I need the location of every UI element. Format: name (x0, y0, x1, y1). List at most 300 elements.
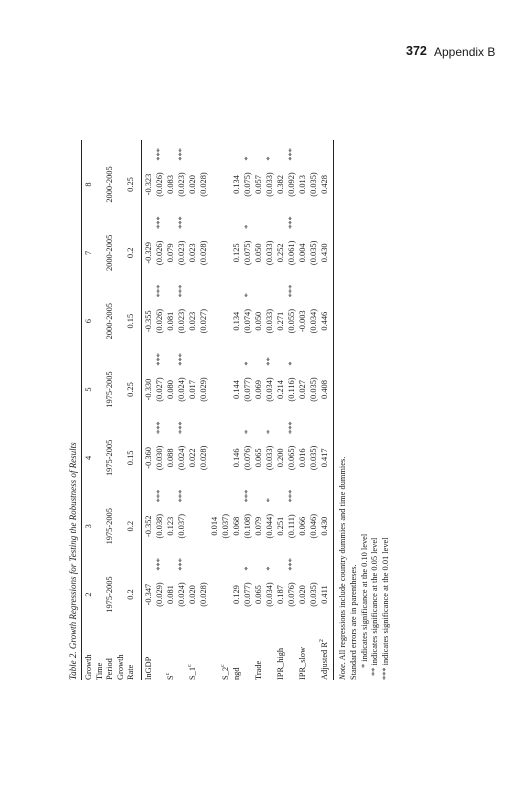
significance-stars (308, 277, 319, 298)
page-number: 372 (406, 44, 427, 58)
header-cell: 0.25 (126, 382, 135, 397)
coefficient-cell: 0.214 (275, 380, 285, 399)
significance-stars (143, 550, 154, 571)
significance-stars (308, 482, 319, 503)
coefficient-cell: (0.038) (154, 514, 164, 539)
significance-stars (143, 413, 154, 434)
coefficient-cell: 0.066 (297, 516, 307, 536)
coefficient-cell: 0.200 (275, 448, 285, 468)
significance-stars (275, 140, 286, 161)
table-row (308, 140, 319, 680)
row-label (198, 618, 209, 680)
header-spacer (95, 140, 106, 161)
coefficient-cell (220, 366, 231, 414)
header-cell: 0.2 (126, 247, 135, 259)
coefficient-cell: (0.024) (176, 377, 186, 402)
coefficient-cell: 0.020 (187, 585, 197, 604)
coefficient-cell: 0.408 (319, 380, 329, 399)
row-label-text: Trade (253, 660, 263, 680)
significance-stars (231, 345, 242, 366)
significance-stars (231, 413, 242, 434)
significance-stars (187, 345, 198, 366)
header-cell: 2000-2005 (105, 166, 114, 203)
header-spacer (105, 140, 116, 161)
header-spacer (105, 277, 116, 298)
significance-stars: * (264, 429, 274, 434)
row-label-superscript: c (186, 664, 193, 667)
significance-stars (297, 140, 308, 161)
significance-stars (220, 140, 231, 161)
significance-stars (143, 140, 154, 161)
coefficient-cell: 0.187 (275, 585, 285, 604)
significance-stars (165, 277, 176, 298)
significance-stars (143, 277, 154, 298)
coefficient-cell (187, 502, 198, 550)
significance-stars: *** (286, 284, 296, 298)
coefficient-cell: 0.125 (231, 243, 241, 263)
table-header-row (126, 140, 137, 680)
coefficient-cell: (0.027) (154, 377, 164, 402)
coefficient-cell (220, 161, 231, 209)
significance-stars (253, 550, 264, 571)
significance-stars (264, 208, 275, 229)
table-top-rule (81, 140, 82, 680)
significance-stars: *** (286, 216, 296, 229)
row-label-text: S_1 (187, 666, 197, 680)
header-spacer (116, 413, 127, 434)
coefficient-cell: -0.330 (143, 378, 153, 401)
row-label-text: lnGDP (143, 656, 153, 680)
significance-stars: *** (286, 148, 296, 161)
row-label-text: S (165, 675, 175, 680)
coefficient-cell: (0.075) (242, 172, 252, 197)
coefficient-cell: (0.023) (176, 308, 186, 334)
significance-stars (297, 413, 308, 434)
significance-stars: *** (176, 284, 186, 298)
header-cell: 2 (84, 592, 93, 597)
significance-stars: * (264, 498, 274, 503)
coefficient-cell: 0.016 (297, 448, 307, 468)
coefficient-cell: 0.079 (165, 243, 175, 263)
significance-stars (220, 208, 231, 229)
header-spacer (126, 345, 137, 366)
significance-stars (275, 550, 286, 571)
significance-stars (187, 277, 198, 298)
significance-stars (319, 413, 330, 434)
significance-stars: * (242, 293, 252, 298)
coefficient-cell: 0.083 (165, 175, 175, 194)
header-cell: 2000-2005 (105, 234, 114, 271)
significance-stars: ** (264, 357, 274, 366)
coefficient-cell: (0.037) (220, 514, 230, 539)
header-cell: 0.15 (126, 450, 135, 466)
coefficient-cell: (0.077) (242, 582, 252, 607)
coefficient-cell: (0.035) (308, 240, 318, 266)
header-spacer (95, 550, 106, 571)
header-spacer (95, 413, 106, 434)
coefficient-cell (198, 502, 209, 550)
row-label (154, 618, 165, 680)
header-spacer (116, 482, 127, 503)
coefficient-cell: 0.411 (319, 585, 329, 604)
coefficient-cell: 0.017 (187, 380, 197, 399)
coefficient-cell (209, 297, 220, 345)
header-cell (95, 366, 106, 414)
significance-stars (220, 413, 231, 434)
coefficient-cell: (0.037) (176, 514, 186, 539)
significance-stars: * (242, 156, 252, 161)
significance-stars (187, 482, 198, 503)
significance-stars (308, 413, 319, 434)
coefficient-cell: 0.134 (231, 175, 241, 194)
coefficient-cell: -0.003 (297, 310, 307, 333)
table-row (286, 140, 297, 680)
coefficient-cell: (0.030) (154, 445, 164, 471)
significance-stars (187, 550, 198, 571)
significance-stars (297, 482, 308, 503)
significance-stars (297, 345, 308, 366)
coefficient-cell: (0.028) (198, 445, 208, 471)
row-label (143, 618, 154, 680)
row-label (242, 618, 253, 680)
row-label-text: Adjusted R (319, 642, 329, 680)
table-row (319, 140, 330, 680)
significance-stars (319, 208, 330, 229)
header-cell (116, 229, 127, 277)
header-spacer (116, 277, 127, 298)
significance-stars (187, 413, 198, 434)
row-label-text: IPR_slow (297, 646, 307, 680)
row-label (231, 618, 242, 680)
significance-stars (220, 550, 231, 571)
note-line-5: *** indicates significance at the 0.01 level (381, 537, 391, 680)
significance-stars: *** (176, 353, 186, 366)
significance-stars: *** (154, 421, 164, 434)
header-cell: 0.15 (126, 313, 135, 329)
table-bottom-rule (333, 140, 334, 680)
header-cell: 0.2 (126, 520, 135, 532)
row-label (220, 618, 231, 680)
significance-stars (308, 345, 319, 366)
significance-stars (319, 345, 330, 366)
header-spacer (95, 345, 106, 366)
significance-stars (297, 550, 308, 571)
significance-stars (143, 208, 154, 229)
coefficient-cell: (0.033) (264, 445, 274, 471)
significance-stars (209, 208, 220, 229)
header-cell (116, 434, 127, 482)
header-spacer (105, 482, 116, 503)
coefficient-cell: (0.044) (264, 514, 274, 539)
significance-stars (319, 482, 330, 503)
significance-stars (253, 345, 264, 366)
note-line-3: * indicates significance at the 0.10 level (359, 533, 369, 668)
header-cell (95, 161, 106, 209)
coefficient-cell: (0.028) (198, 240, 208, 266)
coefficient-cell: (0.026) (154, 240, 164, 266)
coefficient-cell (220, 229, 231, 277)
row-label-text: ngd (231, 667, 241, 680)
header-cell: 1975-2005 (105, 508, 114, 545)
row-label (319, 618, 330, 680)
coefficient-cell: (0.028) (198, 172, 208, 197)
row-label (126, 618, 137, 680)
header-spacer (84, 482, 95, 503)
coefficient-cell: (0.029) (198, 377, 208, 402)
significance-stars (209, 550, 220, 571)
significance-stars (275, 482, 286, 503)
coefficient-cell: 0.251 (275, 516, 285, 536)
row-label (209, 618, 220, 680)
header-cell (95, 502, 106, 550)
significance-stars: *** (176, 216, 186, 229)
significance-stars: *** (176, 148, 186, 161)
table-header-row (105, 140, 116, 680)
header-spacer (126, 140, 137, 161)
header-spacer (116, 550, 127, 571)
header-cell: 8 (84, 182, 93, 187)
significance-stars (209, 482, 220, 503)
header-cell (116, 161, 127, 209)
coefficient-cell: (0.076) (242, 445, 252, 471)
coefficient-cell: (0.026) (154, 172, 164, 197)
coefficient-cell: 0.146 (231, 448, 241, 468)
header-cell: 1975-2005 (105, 576, 114, 613)
significance-stars: *** (242, 489, 252, 503)
significance-stars: * (242, 361, 252, 366)
significance-stars (165, 140, 176, 161)
page-header (0, 44, 531, 64)
significance-stars (165, 413, 176, 434)
row-label (275, 618, 286, 680)
coefficient-cell: (0.024) (176, 445, 186, 471)
significance-stars (187, 140, 198, 161)
table-row (143, 140, 154, 680)
coefficient-cell: 0.134 (231, 311, 241, 331)
significance-stars (253, 140, 264, 161)
row-label (286, 618, 297, 680)
coefficient-cell: 0.014 (209, 516, 219, 536)
significance-stars (198, 140, 209, 161)
significance-stars (198, 550, 209, 571)
table-row (242, 140, 253, 680)
significance-stars (165, 208, 176, 229)
significance-stars (198, 345, 209, 366)
coefficient-cell: 0.069 (253, 380, 263, 399)
coefficient-cell: 0.013 (297, 175, 307, 194)
row-label-text: Growth (115, 654, 125, 680)
significance-stars: *** (286, 558, 296, 571)
significance-stars (209, 277, 220, 298)
coefficient-cell: (0.055) (286, 308, 296, 334)
row-label (116, 618, 127, 680)
row-label-text: Period (105, 658, 114, 680)
significance-stars (231, 140, 242, 161)
coefficient-cell: (0.061) (286, 240, 296, 266)
coefficient-cell: 0.428 (319, 175, 329, 194)
row-label (308, 618, 319, 680)
coefficient-cell: 0.129 (231, 585, 241, 604)
header-spacer (95, 208, 106, 229)
coefficient-cell: 0.081 (165, 585, 175, 604)
significance-stars: *** (154, 353, 164, 366)
coefficient-cell: (0.023) (176, 172, 186, 197)
significance-stars (165, 550, 176, 571)
coefficient-cell: (0.034) (264, 582, 274, 607)
coefficient-cell: 0.252 (275, 243, 285, 263)
significance-stars (319, 140, 330, 161)
header-spacer (126, 413, 137, 434)
regression-table (84, 140, 330, 680)
coefficient-cell (209, 161, 220, 209)
table-row (253, 140, 264, 680)
header-cell: 5 (84, 387, 93, 392)
significance-stars (231, 277, 242, 298)
coefficient-cell: 0.079 (253, 516, 263, 536)
coefficient-cell: (0.024) (176, 582, 186, 607)
table-notes (338, 140, 392, 680)
coefficient-cell: 0.144 (231, 380, 241, 399)
coefficient-cell (209, 571, 220, 619)
coefficient-cell: 0.065 (253, 448, 263, 468)
coefficient-cell: 0.382 (275, 175, 285, 194)
significance-stars: * (264, 566, 274, 571)
header-spacer (126, 482, 137, 503)
coefficient-cell: 0.023 (187, 311, 197, 331)
coefficient-cell: (0.028) (198, 582, 208, 607)
significance-stars (319, 550, 330, 571)
significance-stars (297, 208, 308, 229)
header-spacer (84, 140, 95, 161)
significance-stars: * (242, 429, 252, 434)
header-cell (95, 229, 106, 277)
significance-stars (275, 345, 286, 366)
significance-stars (231, 550, 242, 571)
table-row (187, 140, 198, 680)
row-label (95, 618, 106, 680)
significance-stars (275, 277, 286, 298)
header-spacer (95, 482, 106, 503)
coefficient-cell: 0.057 (253, 175, 263, 194)
header-spacer (84, 345, 95, 366)
header-spacer (84, 413, 95, 434)
note-line-1 (338, 140, 349, 680)
table-row (176, 140, 187, 680)
significance-stars (297, 277, 308, 298)
coefficient-cell: -0.360 (143, 447, 153, 469)
coefficient-cell: (0.035) (308, 582, 318, 607)
coefficient-cell: 0.271 (275, 311, 285, 331)
significance-stars (165, 482, 176, 503)
significance-stars: * (264, 156, 274, 161)
header-cell (95, 297, 106, 345)
coefficient-cell: -0.347 (143, 583, 153, 606)
header-spacer (95, 277, 106, 298)
significance-stars (220, 277, 231, 298)
row-label-text: Rate (126, 664, 135, 680)
header-spacer (105, 413, 116, 434)
note-text: All regressions include country dummies and time dummies. (338, 456, 347, 663)
coefficient-cell: (0.108) (242, 514, 252, 539)
significance-stars (209, 140, 220, 161)
coefficient-cell: -0.355 (143, 310, 153, 333)
significance-stars: * (242, 566, 252, 571)
significance-stars (275, 413, 286, 434)
significance-stars: *** (176, 489, 186, 503)
significance-stars: *** (154, 148, 164, 161)
coefficient-cell: (0.046) (308, 514, 318, 539)
header-spacer (116, 140, 127, 161)
coefficient-cell: (0.023) (176, 240, 186, 266)
coefficient-cell: 0.446 (319, 311, 329, 331)
significance-stars (198, 413, 209, 434)
row-label (187, 618, 198, 680)
row-label-text: Growth (84, 654, 93, 680)
row-label-text: IPR_high (275, 647, 285, 680)
header-cell: 6 (84, 319, 93, 324)
header-spacer (105, 345, 116, 366)
coefficient-cell: 0.430 (319, 516, 329, 536)
header-cell: 0.25 (126, 177, 135, 192)
significance-stars (143, 345, 154, 366)
header-spacer (126, 208, 137, 229)
header-spacer (84, 550, 95, 571)
coefficient-cell: 0.023 (187, 243, 197, 263)
significance-stars (165, 345, 176, 366)
coefficient-cell: 0.417 (319, 448, 329, 468)
significance-stars (253, 482, 264, 503)
coefficient-cell (209, 366, 220, 414)
coefficient-cell: (0.026) (154, 308, 164, 334)
coefficient-cell: (0.111) (286, 514, 296, 539)
significance-stars (253, 277, 264, 298)
coefficient-cell: 0.020 (297, 585, 307, 604)
header-cell: 2000-2005 (105, 303, 114, 340)
coefficient-cell: 0.065 (253, 585, 263, 604)
significance-stars (209, 413, 220, 434)
coefficient-cell: (0.076) (286, 582, 296, 607)
coefficient-cell: 0.123 (165, 516, 175, 536)
header-spacer (126, 550, 137, 571)
header-spacer (84, 277, 95, 298)
header-spacer (105, 208, 116, 229)
coefficient-cell: 0.050 (253, 311, 263, 331)
header-cell (95, 434, 106, 482)
significance-stars (308, 140, 319, 161)
table-row (154, 140, 165, 680)
coefficient-cell: 0.022 (187, 448, 197, 468)
significance-stars: * (242, 224, 252, 229)
header-cell (95, 571, 106, 619)
table-row (275, 140, 286, 680)
coefficient-cell: 0.068 (231, 516, 241, 536)
header-cell: 3 (84, 524, 93, 529)
row-label-text: Time (94, 662, 104, 680)
significance-stars: *** (176, 421, 186, 434)
table-header-row (84, 140, 95, 680)
coefficient-cell: (0.092) (286, 172, 296, 197)
note-line-2: Standard errors are in parentheses. (348, 564, 358, 680)
header-cell (116, 297, 127, 345)
significance-stars (198, 208, 209, 229)
coefficient-cell: (0.027) (198, 308, 208, 334)
coefficient-cell: (0.116) (286, 377, 296, 402)
coefficient-cell: (0.033) (264, 240, 274, 266)
header-spacer (116, 345, 127, 366)
coefficient-cell: (0.035) (308, 172, 318, 197)
coefficient-cell: -0.352 (143, 515, 153, 538)
table-row (209, 140, 220, 680)
